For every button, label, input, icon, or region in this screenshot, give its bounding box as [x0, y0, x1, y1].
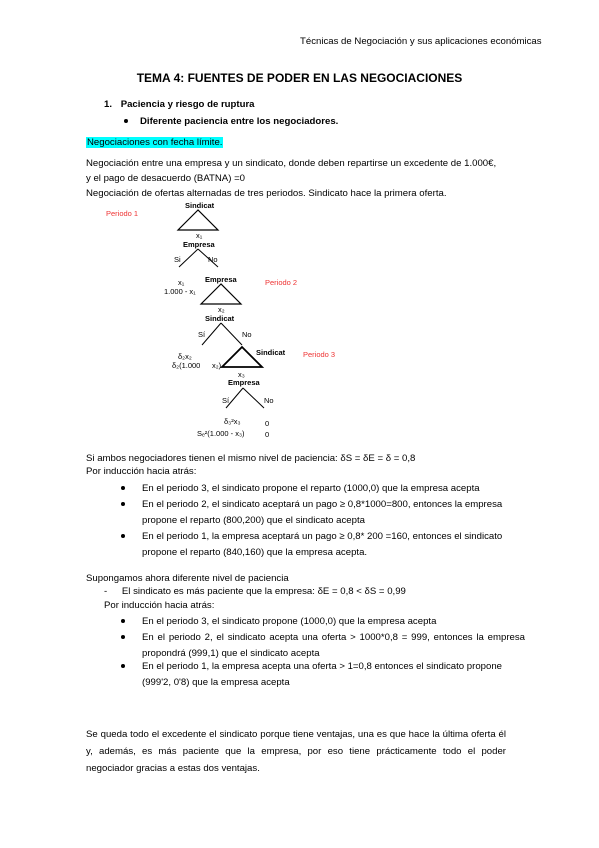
subsection-heading — [124, 116, 338, 127]
payoff-1000-x1: 1.000 - x₁ — [164, 287, 196, 296]
label-x1: x₁ — [196, 231, 203, 240]
section-heading — [104, 99, 255, 110]
intro-line-3: Negociación de ofertas alternadas de tres periodos. Sindicato hace la primera oferta. — [86, 188, 447, 199]
node-sindicat-3: Sindicat — [256, 348, 286, 357]
highlighted-heading: Negociaciones con fecha límite. — [87, 137, 223, 148]
bullet-item — [121, 529, 521, 561]
dash-item — [104, 586, 406, 597]
bullet-icon — [121, 502, 125, 506]
bullet-text: En el periodo 1, la empresa aceptará un pago ≥ 0,8* 200 =160, entonces el sindicato propone el reparto (840,160) que la empresa acepta. — [142, 531, 503, 558]
bullet-icon — [121, 619, 125, 623]
section-number: 1. — [104, 99, 113, 110]
branch-line — [179, 249, 198, 267]
part1-line-1: Si ambos negociadores tienen el mismo nivel de paciencia: δS = δE = δ = 0,8 — [86, 453, 416, 464]
section-label: Paciencia y riesgo de ruptura — [120, 99, 255, 110]
conclusion-paragraph: Se queda todo el excedente el sindicato porque tiene ventajas, una es que hace la última oferta él y, además, es más paciente que la empresa, por eso tiene prácticamente todo el poder negociador gracias a estas dos ventajas. — [86, 729, 506, 774]
decision-triangle — [178, 210, 218, 230]
payoff-d2-1000: δ₂(1.000 — [172, 361, 201, 370]
bullet-icon — [121, 664, 125, 668]
branch-si-3: Sí — [222, 396, 230, 405]
payoff-d2x2: δ₂x₂ — [178, 352, 192, 361]
bullet-item — [121, 481, 521, 497]
branch-no-1: No — [208, 255, 218, 264]
period-1-label: Periodo 1 — [106, 209, 139, 218]
payoff-zero-2: 0 — [265, 430, 270, 439]
bullet-icon — [121, 534, 125, 538]
payoff-d3-1000: Sₑ²(1.000 - x₃) — [197, 429, 245, 438]
bullet-text: En el periodo 2, el sindicato aceptará un pago ≥ 0,8*1000=800, entonces la empresa propone el reparto (800,200) que el sindicato acepta — [142, 499, 503, 526]
payoff-zero-1: 0 — [265, 419, 270, 428]
node-empresa-1: Empresa — [183, 240, 215, 249]
bullet-text: En el periodo 3, el sindicato propone (1000,0) que la empresa acepta — [142, 616, 437, 627]
dash-text: El sindicato es más paciente que la empresa: δE = 0,8 < δS = 0,99 — [121, 586, 406, 597]
branch-si-1: Si — [174, 255, 181, 264]
branch-line — [221, 323, 242, 345]
bullet-text: En el periodo 3, el sindicato propone el reparto (1000,0) que la empresa acepta — [142, 483, 480, 494]
branch-line — [243, 388, 264, 408]
game-tree-diagram — [106, 200, 350, 445]
node-empresa-3: Empresa — [228, 378, 260, 387]
period-3-label: Periodo 3 — [303, 350, 336, 359]
dash-marker: - — [104, 586, 108, 597]
bullet-item — [121, 497, 521, 529]
node-sindicat-2: Sindicat — [205, 314, 235, 323]
bullet-icon — [121, 486, 125, 490]
bullet-item — [121, 630, 525, 662]
branch-no-3: No — [264, 396, 274, 405]
node-empresa-2: Empresa — [205, 275, 237, 284]
page-header: Técnicas de Negociación y sus aplicaciones económicas — [300, 36, 542, 47]
decision-triangle — [201, 284, 241, 304]
bullet-item — [121, 614, 521, 630]
label-x2: x₂ — [218, 305, 225, 314]
intro-line-1: Negociación entre una empresa y un sindicato, donde deben repartirse un excedente de 1.000€, — [86, 158, 497, 169]
bullet-text: En el periodo 2, el sindicato acepta una oferta > 1000*0,8 = 999, entonces la empresa propondrá (999,1) que el sindicato acepta — [142, 632, 525, 659]
part2-line-1: Supongamos ahora diferente nivel de paciencia — [86, 573, 289, 584]
bullet-icon — [124, 119, 128, 123]
bullet-icon — [121, 635, 125, 639]
payoff-d3x3: δ₃²x₃ — [224, 417, 241, 426]
part1-line-2: Por inducción hacia atrás: — [86, 466, 197, 477]
page-title: TEMA 4: FUENTES DE PODER EN LAS NEGOCIACIONES — [136, 71, 463, 85]
part2-line-2: Por inducción hacia atrás: — [104, 600, 215, 611]
bullet-item — [121, 659, 521, 691]
intro-line-2: y el pago de desacuerdo (BATNA) =0 — [86, 173, 246, 184]
branch-si-2: Sí — [198, 330, 206, 339]
period-2-label: Periodo 2 — [265, 278, 298, 287]
branch-no-2: No — [242, 330, 252, 339]
bullet-text: En el periodo 1, la empresa acepta una oferta > 1=0,8 entonces el sindicato propone (999'2, 0'8) que la empresa acepta — [142, 661, 503, 688]
node-sindicat-top: Sindicat — [185, 201, 215, 210]
subsection-label: Diferente paciencia entre los negociadores. — [140, 116, 339, 127]
label-x3: x₃ — [238, 370, 245, 379]
payoff-x1: x₁ — [178, 278, 185, 287]
payoff-x2b: x₂) — [212, 361, 222, 370]
